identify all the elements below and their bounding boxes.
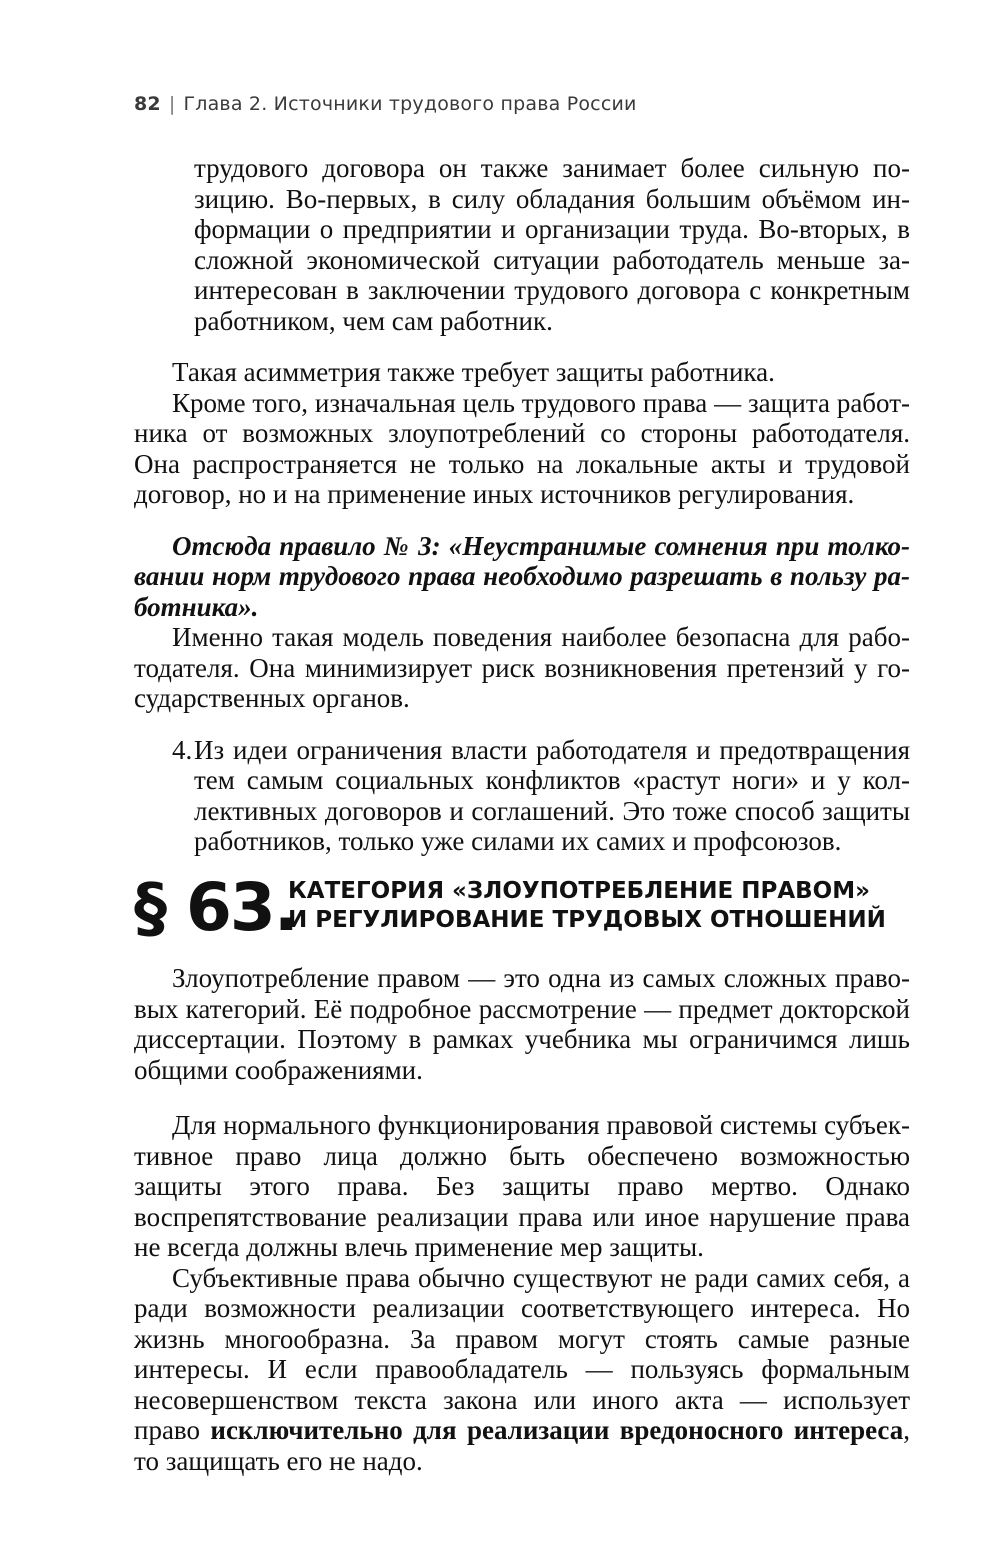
rule-3-statement: Отсюда правило № 3: «Неустранимые сомнения при толковании норм трудового права необходимо разрешать в пользу работника».: [134, 530, 910, 622]
emphasis-harmful-interest: исключительно для реализации вредоносного интереса: [210, 1415, 904, 1445]
continued-list-paragraph: трудового договора он также занимает более сильную позицию. Во-первых, в силу обладания большим объёмом информации о предприятии и организации труда. Во-вторых, в сложной экономической ситуации работодатель меньше заинтересован в заключении трудового договора с конкретным работником, чем сам работник.: [194, 153, 910, 336]
list-item-4: [134, 735, 910, 857]
section-number: § 63.: [134, 869, 297, 946]
header-separator: |: [168, 93, 176, 115]
section-title: [288, 877, 886, 935]
paragraph-asymmetry: Такая асимметрия также требует защиты работника.: [172, 357, 775, 387]
spacer: [134, 1085, 910, 1110]
text-block-upper: [134, 153, 910, 857]
section-heading: [134, 869, 924, 946]
spacer: [134, 336, 910, 357]
spacer: [134, 714, 910, 735]
paragraph-intro: Злоупотребление правом — это одна из самых сложных правовых категорий. Её подробное рассмотрение — предмет докторской диссертации. Поэтому в рамках учебника мы ограничимся лишь общими соображениями.: [134, 963, 910, 1085]
section-title-line-1: КАТЕГОРИЯ «ЗЛОУПОТРЕБЛЕНИЕ ПРАВОМ»: [288, 878, 870, 904]
chapter-title: Глава 2. Источники трудового права России: [183, 93, 637, 115]
subjective-text-after: , то защищать его не надо.: [134, 1415, 910, 1476]
spacer: [134, 510, 910, 531]
section-title-line-2: И РЕГУЛИРОВАНИЕ ТРУДОВЫХ ОТНОШЕНИЙ: [288, 907, 886, 933]
running-header: [134, 93, 637, 115]
paragraph-purpose: Кроме того, изначальная цель трудового права — защита работника от возможных злоупотреблений со стороны работодателя. Она распространяется не только на локальные акты и трудовой договор, но и на применение иных источников регулирования.: [134, 387, 910, 509]
list-item-text: Из идеи ограничения власти работодателя и предотвращения тем самым социальных конфликтов «растут ноги» и у коллективных договоров и соглашений. Это тоже способ защиты работников, только уже силами их самих и профсоюзов.: [194, 734, 910, 856]
subjective-text-before: Субъективные права обычно существуют не ради самих себя, а ради возможности реализации соответствующего интереса. Но жизнь многообразна. За правом могут стоять самые разные интересы. И если правообладатель — пользуясь формальным несовершенством текста закона или иного акта — использует право: [134, 1262, 910, 1445]
page-number: 82: [134, 93, 161, 115]
paragraph-subjective-rights: [134, 1263, 910, 1477]
paragraph-safe-model: Именно такая модель поведения наиболее безопасна для работодателя. Она минимизирует риск возникновения претензий у государственных органов.: [134, 622, 910, 713]
list-item-number: 4.: [172, 734, 193, 765]
text-block-lower: [134, 963, 910, 1476]
paragraph-normal-function: Для нормального функционирования правовой системы субъективное право лица должно быть обеспечено возможностью защиты этого права. Без защиты право мертво. Однако воспрепятствование реализации права или иное нарушение права не всегда должны влечь применение мер защиты.: [134, 1110, 910, 1262]
